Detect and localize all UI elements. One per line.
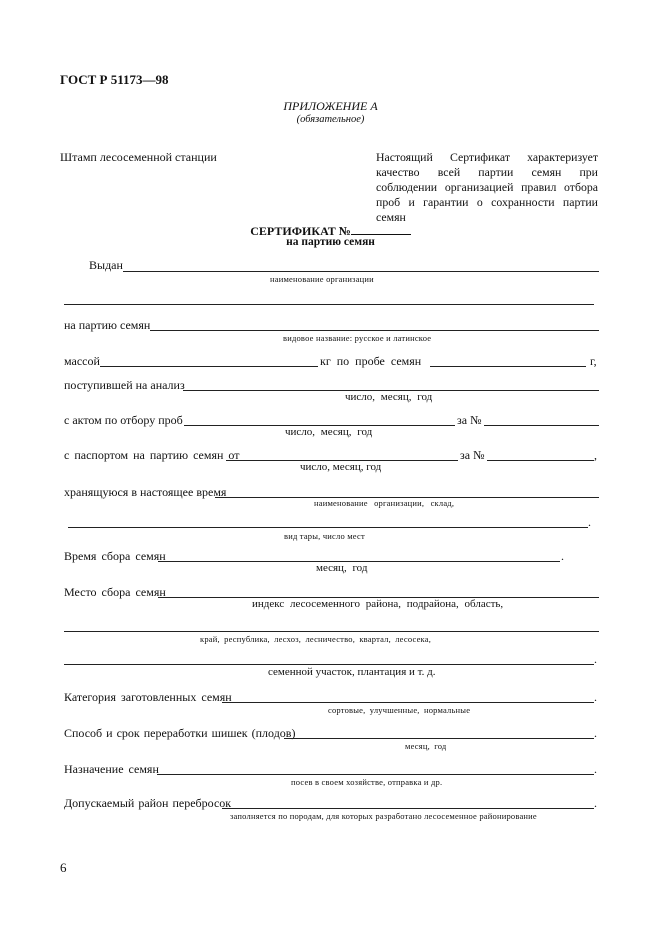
transfer-line xyxy=(222,808,594,809)
purpose-caption: посев в своем хозяйстве, отправка и др. xyxy=(291,777,443,787)
collection-time-caption: месяц, год xyxy=(316,562,368,574)
processing-caption: месяц, год xyxy=(405,741,447,751)
passport-number-line xyxy=(487,460,594,461)
category-period: . xyxy=(594,690,597,704)
seed-lot-label: на партию семян xyxy=(64,318,151,332)
purpose-line xyxy=(157,774,594,775)
processing-label: Способ и срок переработки шишек (плодов) xyxy=(64,726,296,740)
transfer-caption: заполняется по породам, для которых разработано лесосеменное районирование xyxy=(230,811,537,821)
stored-label: хранящуюся в настоящее время xyxy=(64,485,227,499)
plot-line xyxy=(64,664,594,665)
sample-mass-line xyxy=(430,366,586,367)
stamp-label: Штамп лесосеменной станции xyxy=(60,150,217,164)
seed-lot-line xyxy=(150,330,599,331)
purpose-label: Назначение семян xyxy=(64,762,159,776)
issued-to-label: Выдан xyxy=(89,258,123,272)
issued-to-caption: наименование организации xyxy=(270,274,374,284)
passport-label: с паспортом на партию семян от xyxy=(64,448,240,462)
received-caption: число, месяц, год xyxy=(345,391,433,403)
collection-time-label: Время сбора семян xyxy=(64,549,166,563)
mass-unit-g: г, xyxy=(590,354,597,368)
region-line xyxy=(64,631,599,632)
issued-to-line xyxy=(123,271,599,272)
issued-to-line-2 xyxy=(64,304,594,305)
passport-caption: число, месяц, год xyxy=(300,461,382,473)
collection-place-label: Место сбора семян xyxy=(64,585,166,599)
seed-lot-caption: видовое название: русское и латинское xyxy=(283,333,432,343)
certificate-number-blank xyxy=(351,223,411,235)
passport-comma: , xyxy=(594,448,597,462)
passport-number-sign: за № xyxy=(460,448,485,462)
container-caption: вид тары, число мест xyxy=(284,531,365,541)
sampling-act-caption: число, месяц, год xyxy=(285,426,373,438)
category-caption: сортовые, улучшенные, нормальные xyxy=(328,705,471,715)
appendix-subtitle: (обязательное) xyxy=(296,114,365,125)
received-label: поступившей на анализ xyxy=(64,378,185,392)
category-line xyxy=(222,702,594,703)
sampling-act-number-line xyxy=(484,425,599,426)
transfer-period: . xyxy=(594,796,597,810)
plot-caption: семенной участок, плантация и т. д. xyxy=(268,666,436,678)
sampling-act-number-sign: за № xyxy=(457,413,482,427)
certificate-note: Настоящий Сертификат характеризует качество всей партии семян при соблюдении организацией правил отбора проб и гарантии о сохранности партии семян xyxy=(376,150,598,224)
purpose-period: . xyxy=(594,762,597,776)
mass-line xyxy=(100,366,318,367)
page-number: 6 xyxy=(60,860,67,875)
mass-label: массой xyxy=(64,354,100,368)
processing-period: . xyxy=(594,726,597,740)
transfer-label: Допускаемый район перебросок xyxy=(64,796,232,810)
processing-line xyxy=(284,738,594,739)
sampling-act-label: с актом по отбору проб xyxy=(64,413,183,427)
document-id: ГОСТ Р 51173—98 xyxy=(60,72,169,87)
region-caption: край, республика, лесхоз, лесничество, квартал, лесосека, xyxy=(200,634,432,644)
container-period: . xyxy=(588,515,591,529)
certificate-title-text: СЕРТИФИКАТ № xyxy=(250,224,351,238)
collection-place-caption: индекс лесосеменного района, подрайона, область, xyxy=(252,598,504,610)
mass-unit-label: кг по пробе семян xyxy=(320,354,422,368)
category-label: Категория заготовленных семян xyxy=(64,690,232,704)
collection-time-period: . xyxy=(561,549,564,563)
plot-period: . xyxy=(594,652,597,666)
container-line xyxy=(68,527,588,528)
certificate-subtitle: на партию семян xyxy=(286,236,375,248)
stored-caption: наименование организации, склад, xyxy=(314,498,455,508)
appendix-title: ПРИЛОЖЕНИЕ А xyxy=(283,99,378,113)
